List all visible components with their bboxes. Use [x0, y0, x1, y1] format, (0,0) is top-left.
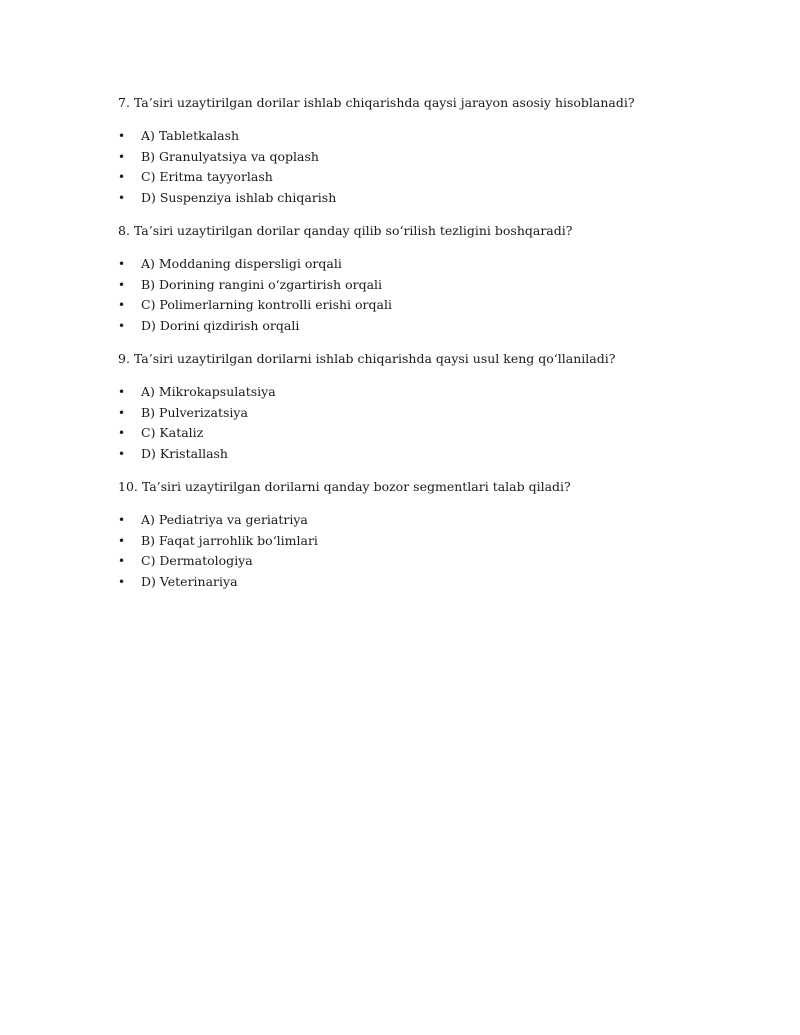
option-label: C) Eritma tayyorlash — [141, 169, 273, 185]
question-10 — [118, 478, 738, 593]
answer-option — [118, 382, 738, 403]
option-label: D) Suspenziya ishlab chiqarish — [141, 190, 337, 206]
bullet-icon: • — [118, 426, 126, 441]
question-text: 9. Ta’siri uzaytirilgan dorilarni ishlab chiqarishda qaysi usul keng qo‘llaniladi? — [118, 351, 616, 366]
question-9 — [118, 350, 738, 465]
answer-option — [118, 126, 738, 147]
bullet-icon: • — [118, 170, 126, 185]
bullet-icon: • — [118, 129, 126, 143]
bullet-icon: • — [118, 257, 126, 271]
answer-option — [118, 551, 738, 572]
bullet-icon: • — [118, 575, 126, 590]
bullet-icon: • — [118, 447, 126, 462]
option-label: B) Faqat jarrohlik bo‘limlari — [141, 532, 318, 548]
answer-option — [118, 510, 738, 531]
answer-options — [118, 510, 738, 593]
question-text: 8. Ta’siri uzaytirilgan dorilar qanday qilib so‘rilish tezligini boshqaradi? — [118, 223, 573, 238]
option-label: A) Tabletkalash — [141, 128, 240, 143]
bullet-icon: • — [118, 513, 126, 527]
answer-option — [118, 275, 738, 296]
option-label: B) Granulyatsiya va qoplash — [141, 148, 319, 164]
question-7 — [118, 94, 738, 209]
option-label: C) Dermatologiya — [141, 553, 253, 569]
bullet-icon: • — [118, 319, 126, 334]
answer-option — [118, 403, 738, 424]
option-label: D) Dorini qizdirish orqali — [141, 318, 300, 334]
answer-option — [118, 147, 738, 168]
answer-option — [118, 531, 738, 552]
bullet-icon: • — [118, 554, 126, 569]
answer-option — [118, 316, 738, 337]
question-text: 7. Ta’siri uzaytirilgan dorilar ishlab chiqarishda qaysi jarayon asosiy hisoblanadi? — [118, 95, 635, 110]
option-label: B) Dorining rangini o‘zgartirish orqali — [141, 276, 383, 292]
option-label: C) Kataliz — [141, 425, 204, 441]
answer-option — [118, 188, 738, 209]
option-label: A) Mikrokapsulatsiya — [141, 384, 276, 399]
bullet-icon: • — [118, 277, 126, 292]
answer-option — [118, 295, 738, 316]
question-text: 10. Ta’siri uzaytirilgan dorilarni qanday bozor segmentlari talab qiladi? — [118, 479, 571, 494]
option-label: A) Pediatriya va geriatriya — [141, 512, 308, 527]
bullet-icon: • — [118, 405, 126, 420]
option-label: D) Veterinariya — [141, 574, 238, 590]
bullet-icon: • — [118, 298, 126, 313]
answer-option — [118, 572, 738, 593]
answer-options — [118, 126, 738, 209]
bullet-icon: • — [118, 533, 126, 548]
answer-option — [118, 444, 738, 465]
bullet-icon: • — [118, 385, 126, 399]
answer-options — [118, 254, 738, 337]
bullet-icon: • — [118, 149, 126, 164]
answer-option — [118, 167, 738, 188]
answer-option — [118, 254, 738, 275]
option-label: A) Moddaning dispersligi orqali — [141, 256, 342, 271]
answer-options — [118, 382, 738, 465]
option-label: C) Polimerlarning kontrolli erishi orqali — [141, 297, 392, 313]
answer-option — [118, 423, 738, 444]
option-label: B) Pulverizatsiya — [141, 404, 248, 420]
question-8 — [118, 222, 738, 337]
option-label: D) Kristallash — [141, 446, 228, 462]
bullet-icon: • — [118, 191, 126, 206]
